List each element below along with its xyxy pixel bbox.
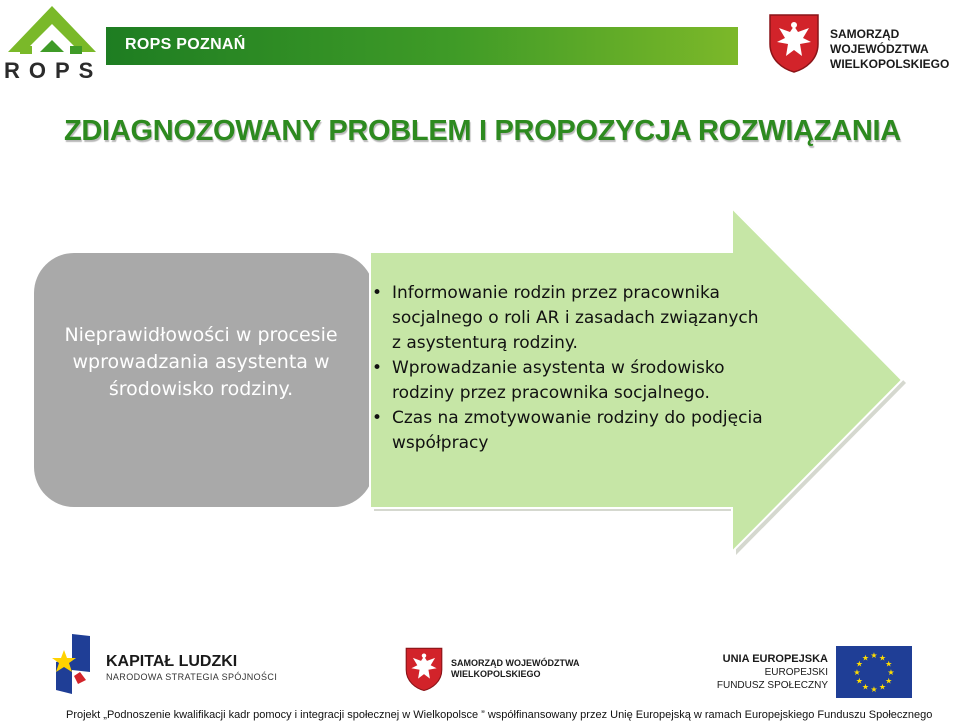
crest-icon [404,646,444,692]
solution-item-text: Wprowadzanie asystenta w środowisko rodziny przez pracownika socjalnego. [392,358,725,403]
problem-text: Nieprawidłowości w procesie wprowadzania asystenta w środowisko rodziny. [64,324,338,400]
samorzad-line-2: WIELKOPOLSKIEGO [830,57,950,71]
bullet-icon: • [372,358,383,378]
eu-star-icon: ★ [878,682,887,692]
solution-item [372,406,772,456]
eu-star-icon: ★ [887,668,895,677]
samorzad-line-2: WIELKOPOLSKIEGO [451,669,541,679]
solution-list [372,281,772,456]
crest-icon [767,12,821,74]
eu-star-icon: ★ [861,653,870,663]
solution-item [372,281,772,356]
samorzad-line-1: SAMORZĄD WOJEWÓDZTWA [451,658,580,668]
footer-caption: Projekt „Podnoszenie kwalifikacji kadr pomocy i integracji społecznej w Wielkopolsce ” współfinansowany przez Unię Europejską w ramach Europejskiego Funduszu Społecznego [66,709,933,721]
samorzad-footer-text [451,658,580,680]
solution-item [372,356,772,406]
ue-line-2: EUROPEJSKI [764,667,828,678]
eu-star-icon: ★ [870,651,878,660]
eu-star-icon: ★ [885,659,893,669]
eu-star-icon: ★ [861,682,870,692]
bullet-icon: • [372,283,383,303]
ue-text [700,653,828,692]
kapital-ludzki-title: KAPITAŁ LUDZKI [106,653,238,670]
solution-item-text: Informowanie rodzin przez pracownika socjalnego o roli AR i zasadach związanych z asystenturą rodziny. [392,283,759,353]
header-bar-label: ROPS POZNAŃ [125,36,246,53]
eu-star-icon: ★ [855,676,863,686]
ue-line-1: UNIA EUROPEJSKA [722,653,828,665]
samorzad-header-text [830,27,960,72]
bullet-icon: • [372,408,383,428]
solution-item-text: Czas na zmotywowanie rodziny do podjęcia współpracy [392,408,763,453]
rops-logo-text: ROPS [4,58,103,83]
eu-star-icon: ★ [853,668,861,677]
eu-star-icon: ★ [855,659,863,669]
eu-flag-icon [836,646,912,698]
eu-star-icon: ★ [885,676,893,686]
kapital-ludzki-subtitle: NARODOWA STRATEGIA SPÓJNOŚCI [106,672,278,682]
kapital-ludzki-logo-icon [50,632,98,696]
samorzad-line-1: SAMORZĄD WOJEWÓDZTWA [830,27,929,56]
ue-line-3: FUNDUSZ SPOŁECZNY [716,680,828,691]
eu-star-icon: ★ [870,685,878,694]
eu-star-icon: ★ [878,653,887,663]
slide-title: ZDIAGNOZOWANY PROBLEM I PROPOZYCJA ROZWIĄZANIA [64,115,901,147]
